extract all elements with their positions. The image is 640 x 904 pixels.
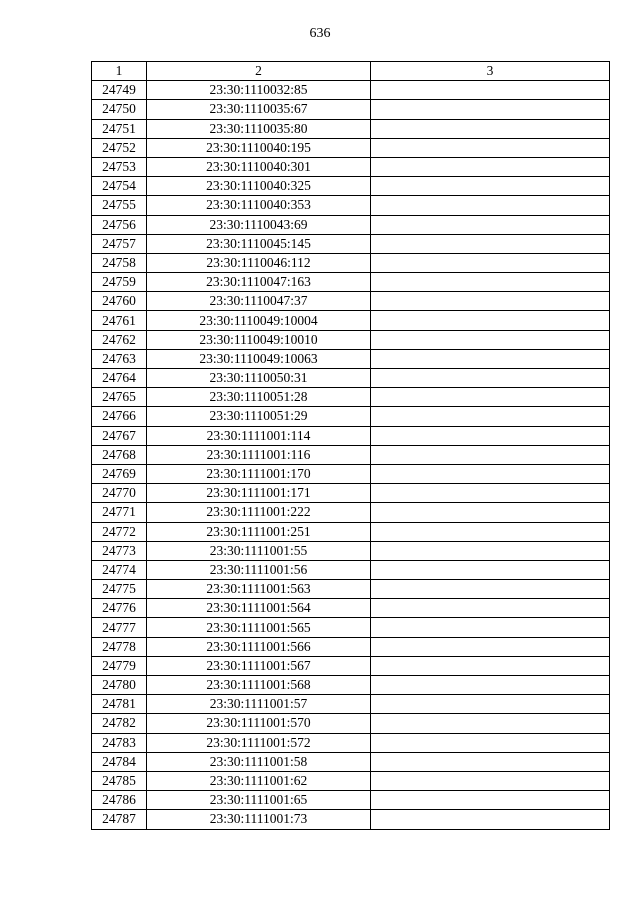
row-number-cell: 24755 — [92, 196, 147, 215]
cadastral-number-cell: 23:30:1110040:301 — [147, 157, 371, 176]
notes-cell — [371, 119, 610, 138]
notes-cell — [371, 771, 610, 790]
notes-cell — [371, 311, 610, 330]
cadastral-number-cell: 23:30:1110051:29 — [147, 407, 371, 426]
notes-cell — [371, 234, 610, 253]
notes-cell — [371, 292, 610, 311]
row-number-cell: 24765 — [92, 388, 147, 407]
notes-cell — [371, 541, 610, 560]
table-row — [92, 618, 610, 637]
table-row — [92, 234, 610, 253]
table-header-row — [92, 62, 610, 81]
table-row — [92, 100, 610, 119]
cadastral-number-cell: 23:30:1111001:114 — [147, 426, 371, 445]
row-number-cell: 24786 — [92, 791, 147, 810]
cadastral-number-cell: 23:30:1110040:325 — [147, 177, 371, 196]
cadastral-number-cell: 23:30:1111001:58 — [147, 752, 371, 771]
table-row — [92, 273, 610, 292]
cadastral-number-cell: 23:30:1111001:565 — [147, 618, 371, 637]
cadastral-number-cell: 23:30:1111001:572 — [147, 733, 371, 752]
table-row — [92, 580, 610, 599]
table-row — [92, 253, 610, 272]
row-number-cell: 24774 — [92, 560, 147, 579]
notes-cell — [371, 138, 610, 157]
table-row — [92, 464, 610, 483]
table-row — [92, 407, 610, 426]
cadastral-number-cell: 23:30:1111001:568 — [147, 676, 371, 695]
table-row — [92, 695, 610, 714]
cadastral-number-cell: 23:30:1111001:564 — [147, 599, 371, 618]
notes-cell — [371, 196, 610, 215]
row-number-cell: 24751 — [92, 119, 147, 138]
cadastral-number-cell: 23:30:1111001:566 — [147, 637, 371, 656]
row-number-cell: 24783 — [92, 733, 147, 752]
row-number-cell: 24773 — [92, 541, 147, 560]
notes-cell — [371, 503, 610, 522]
row-number-cell: 24769 — [92, 464, 147, 483]
cadastral-number-cell: 23:30:1111001:55 — [147, 541, 371, 560]
cadastral-number-cell: 23:30:1110049:10004 — [147, 311, 371, 330]
table-row — [92, 599, 610, 618]
page-number: 636 — [309, 26, 331, 41]
row-number-cell: 24764 — [92, 369, 147, 388]
row-number-cell: 24777 — [92, 618, 147, 637]
column-header-2: 2 — [147, 62, 371, 81]
cadastral-number-cell: 23:30:1110047:37 — [147, 292, 371, 311]
cadastral-number-cell: 23:30:1110049:10063 — [147, 349, 371, 368]
cadastral-number-cell: 23:30:1110040:195 — [147, 138, 371, 157]
cadastral-number-cell: 23:30:1111001:170 — [147, 464, 371, 483]
table-row — [92, 771, 610, 790]
table-row — [92, 791, 610, 810]
table-row — [92, 714, 610, 733]
notes-cell — [371, 560, 610, 579]
row-number-cell: 24759 — [92, 273, 147, 292]
table-row — [92, 810, 610, 829]
row-number-cell: 24758 — [92, 253, 147, 272]
cadastral-number-cell: 23:30:1111001:65 — [147, 791, 371, 810]
table-row — [92, 484, 610, 503]
table-row — [92, 81, 610, 100]
row-number-cell: 24767 — [92, 426, 147, 445]
table-row — [92, 733, 610, 752]
table-row — [92, 369, 610, 388]
table-row — [92, 157, 610, 176]
notes-cell — [371, 791, 610, 810]
row-number-cell: 24787 — [92, 810, 147, 829]
table-body — [92, 81, 610, 829]
cadastral-number-cell: 23:30:1111001:567 — [147, 656, 371, 675]
notes-cell — [371, 388, 610, 407]
cadastral-number-cell: 23:30:1110035:67 — [147, 100, 371, 119]
notes-cell — [371, 810, 610, 829]
cadastral-number-cell: 23:30:1111001:56 — [147, 560, 371, 579]
table-row — [92, 656, 610, 675]
row-number-cell: 24776 — [92, 599, 147, 618]
cadastral-number-cell: 23:30:1111001:62 — [147, 771, 371, 790]
cadastral-number-cell: 23:30:1110047:163 — [147, 273, 371, 292]
cadastral-number-cell: 23:30:1110045:145 — [147, 234, 371, 253]
table-row — [92, 177, 610, 196]
cadastral-number-cell: 23:30:1110049:10010 — [147, 330, 371, 349]
row-number-cell: 24750 — [92, 100, 147, 119]
table-row — [92, 119, 610, 138]
cadastral-number-cell: 23:30:1111001:73 — [147, 810, 371, 829]
row-number-cell: 24779 — [92, 656, 147, 675]
cadastral-number-cell: 23:30:1110040:353 — [147, 196, 371, 215]
cadastral-number-cell: 23:30:1111001:116 — [147, 445, 371, 464]
row-number-cell: 24771 — [92, 503, 147, 522]
notes-cell — [371, 637, 610, 656]
notes-cell — [371, 656, 610, 675]
row-number-cell: 24784 — [92, 752, 147, 771]
data-table — [91, 61, 610, 830]
row-number-cell: 24756 — [92, 215, 147, 234]
row-number-cell: 24775 — [92, 580, 147, 599]
notes-cell — [371, 445, 610, 464]
notes-cell — [371, 273, 610, 292]
notes-cell — [371, 618, 610, 637]
row-number-cell: 24781 — [92, 695, 147, 714]
row-number-cell: 24770 — [92, 484, 147, 503]
row-number-cell: 24778 — [92, 637, 147, 656]
row-number-cell: 24772 — [92, 522, 147, 541]
row-number-cell: 24757 — [92, 234, 147, 253]
table-row — [92, 445, 610, 464]
row-number-cell: 24754 — [92, 177, 147, 196]
notes-cell — [371, 676, 610, 695]
row-number-cell: 24782 — [92, 714, 147, 733]
cadastral-number-cell: 23:30:1111001:251 — [147, 522, 371, 541]
cadastral-number-cell: 23:30:1110051:28 — [147, 388, 371, 407]
cadastral-number-cell: 23:30:1111001:222 — [147, 503, 371, 522]
notes-cell — [371, 349, 610, 368]
table-row — [92, 676, 610, 695]
table-row — [92, 292, 610, 311]
table-row — [92, 138, 610, 157]
table-row — [92, 560, 610, 579]
row-number-cell: 24749 — [92, 81, 147, 100]
cadastral-number-cell: 23:30:1110043:69 — [147, 215, 371, 234]
table-row — [92, 637, 610, 656]
notes-cell — [371, 733, 610, 752]
notes-cell — [371, 407, 610, 426]
cadastral-number-cell: 23:30:1111001:570 — [147, 714, 371, 733]
row-number-cell: 24762 — [92, 330, 147, 349]
row-number-cell: 24785 — [92, 771, 147, 790]
notes-cell — [371, 426, 610, 445]
row-number-cell: 24752 — [92, 138, 147, 157]
row-number-cell: 24761 — [92, 311, 147, 330]
cadastral-number-cell: 23:30:1111001:171 — [147, 484, 371, 503]
notes-cell — [371, 580, 610, 599]
cadastral-number-cell: 23:30:1110046:112 — [147, 253, 371, 272]
row-number-cell: 24763 — [92, 349, 147, 368]
table-row — [92, 388, 610, 407]
row-number-cell: 24780 — [92, 676, 147, 695]
table-row — [92, 215, 610, 234]
notes-cell — [371, 81, 610, 100]
column-header-3: 3 — [371, 62, 610, 81]
notes-cell — [371, 599, 610, 618]
cadastral-number-cell: 23:30:1111001:563 — [147, 580, 371, 599]
table-row — [92, 196, 610, 215]
notes-cell — [371, 215, 610, 234]
row-number-cell: 24760 — [92, 292, 147, 311]
notes-cell — [371, 369, 610, 388]
table-row — [92, 330, 610, 349]
notes-cell — [371, 330, 610, 349]
table-row — [92, 349, 610, 368]
cadastral-number-cell: 23:30:1110032:85 — [147, 81, 371, 100]
row-number-cell: 24766 — [92, 407, 147, 426]
cadastral-number-cell: 23:30:1110050:31 — [147, 369, 371, 388]
notes-cell — [371, 177, 610, 196]
table-row — [92, 311, 610, 330]
notes-cell — [371, 484, 610, 503]
notes-cell — [371, 464, 610, 483]
cadastral-number-cell: 23:30:1110035:80 — [147, 119, 371, 138]
notes-cell — [371, 752, 610, 771]
notes-cell — [371, 522, 610, 541]
row-number-cell: 24768 — [92, 445, 147, 464]
column-header-1: 1 — [92, 62, 147, 81]
table-row — [92, 522, 610, 541]
cadastral-number-cell: 23:30:1111001:57 — [147, 695, 371, 714]
table-row — [92, 426, 610, 445]
notes-cell — [371, 253, 610, 272]
row-number-cell: 24753 — [92, 157, 147, 176]
table-row — [92, 541, 610, 560]
table-row — [92, 752, 610, 771]
notes-cell — [371, 695, 610, 714]
table-row — [92, 503, 610, 522]
notes-cell — [371, 714, 610, 733]
notes-cell — [371, 100, 610, 119]
notes-cell — [371, 157, 610, 176]
